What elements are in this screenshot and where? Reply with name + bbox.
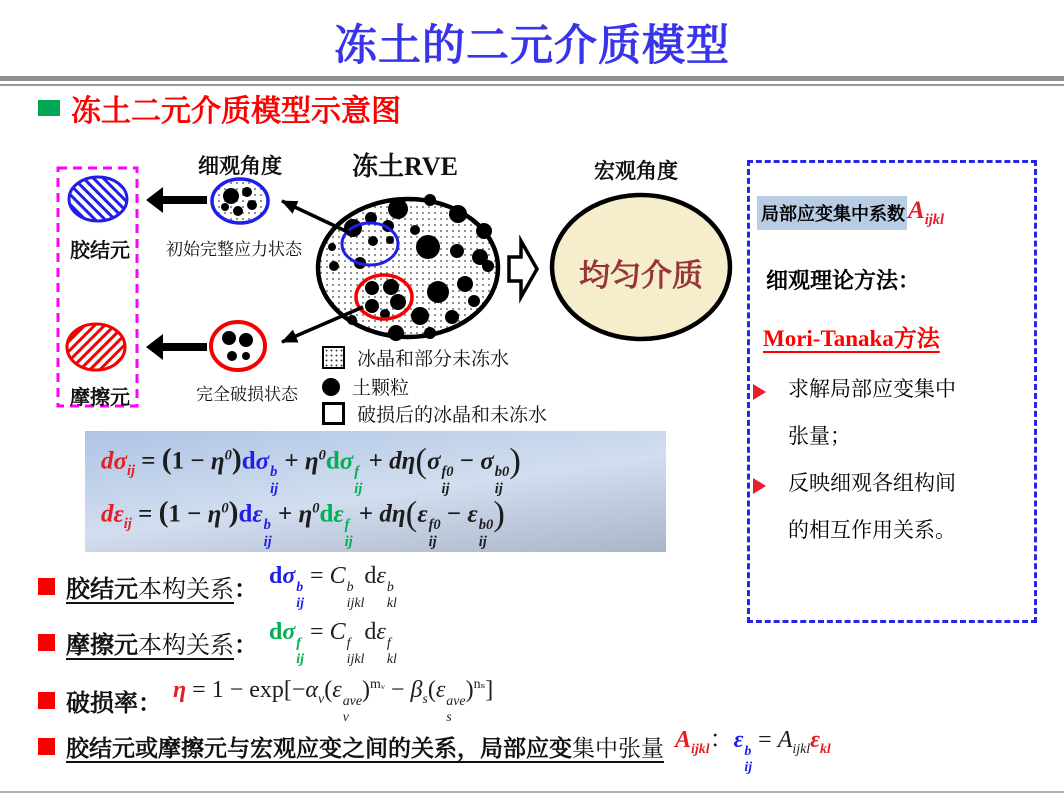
friction-constitutive-equation: dσ f ij = C f ijkl dε f kl (269, 619, 397, 667)
red-bullet-icon (38, 738, 55, 755)
strain-mixture-equation: $d\varepsilon_{ij} = (1 - \eta^0)d\varepsilon$ b ij + $\eta^0d\varepsilon$ f ij + dη(ε f0 ij − ε b0 ij ) (101, 494, 505, 550)
open-square-icon (322, 402, 345, 425)
arrow-to-friction (146, 334, 207, 360)
filled-circle-icon (322, 378, 340, 396)
stress-mixture-equation: $d\sigma_{ij} = (1 - \eta^0)d\sigma$ b ij + $\eta^0d\sigma$ f ij + dη(σ f0 ij − σ b0 ij ) (101, 441, 521, 497)
bonded-constitutive-row: 胶结元本构关系： dσ b ij = C b ijkl dε b kl (38, 563, 397, 610)
damaged-state-label: 完全破损状态 (196, 385, 298, 404)
initial-state-label: 初始完整应力状态 (166, 240, 302, 259)
friction-constitutive-row: 摩擦元本构关系： dσ f ij = C f ijkl dε f kl (38, 619, 397, 666)
bonded-element-label: 胶结元 (70, 240, 130, 262)
mixture-equation-box (85, 431, 666, 552)
micro-theory-label: 细观理论方法： (766, 268, 921, 293)
strain-concentration-heading: 局部应变集中系数 $A_{ijkl}$ (757, 196, 944, 230)
strain-relation-row: 胶结元或摩擦元与宏观应变之间的关系，局部应变集中张量 $A_{ijkl}$：ε b ij = $A_{ijkl}\varepsilon_{kl}$ (38, 719, 831, 774)
bonded-element-ellipse (69, 177, 127, 221)
panel-bullet-arrow-icon (753, 384, 766, 400)
mori-tanaka-label: Mori-Tanaka方法 (763, 326, 940, 351)
damage-ratio-row: 破损率： $\eta = 1 - \exp[-\alpha_v(\varepsilon$ ave v )$^{mᵥ} - \beta_s(\varepsilon$ ave s )$^{n_s}$] (38, 676, 493, 724)
dotted-square-icon (322, 346, 345, 369)
homogeneous-medium-label: 均匀介质 (579, 258, 703, 293)
damaged-state-circle (211, 322, 265, 370)
friction-element-ellipse (67, 324, 125, 370)
legend-item-damaged-ice: 破损后的冰晶和未冻水 (322, 400, 547, 427)
panel-bullet-1: 求解局部应变集中张量； (788, 378, 956, 448)
section-heading: 冻土二元介质模型示意图 (71, 95, 401, 128)
panel-bullet-2: 反映细观各组构间的相互作用关系。 (788, 472, 956, 542)
page-title: 冻土的二元介质模型 (334, 22, 730, 70)
red-bullet-icon (38, 578, 55, 595)
red-bullet-icon (38, 692, 55, 709)
arrow-to-homogeneous (509, 241, 537, 297)
bottom-divider (0, 791, 1064, 793)
legend-item-ice: 冰晶和部分未冻水 (322, 344, 509, 371)
panel-bullet-arrow-icon (753, 478, 766, 494)
arrow-rve-to-initial (282, 201, 352, 234)
bonded-constitutive-equation: dσ b ij = C b ijkl dε b kl (269, 563, 397, 611)
friction-element-label: 摩擦元 (70, 387, 130, 409)
arrow-to-bonded (146, 187, 207, 213)
strain-relation-equation: $A_{ijkl}$：ε b ij = $A_{ijkl}\varepsilon_{kl}$ (675, 727, 831, 775)
A-ijkl-symbol: $A_{ijkl}$ (908, 197, 945, 228)
micro-view-label: 细观角度 (198, 155, 282, 178)
rve-label: 冻土RVE (352, 151, 458, 181)
damage-ratio-equation: $\eta = 1 - \exp[-\alpha_v(\varepsilon$ ave v )$^{mᵥ} - \beta_s(\varepsilon$ ave s )$^{n_s}$] (173, 677, 494, 725)
initial-state-circle (212, 179, 268, 223)
red-bullet-icon (38, 634, 55, 651)
macro-view-label: 宏观角度 (594, 160, 678, 183)
legend-item-soil: 土颗粒 (322, 373, 409, 400)
